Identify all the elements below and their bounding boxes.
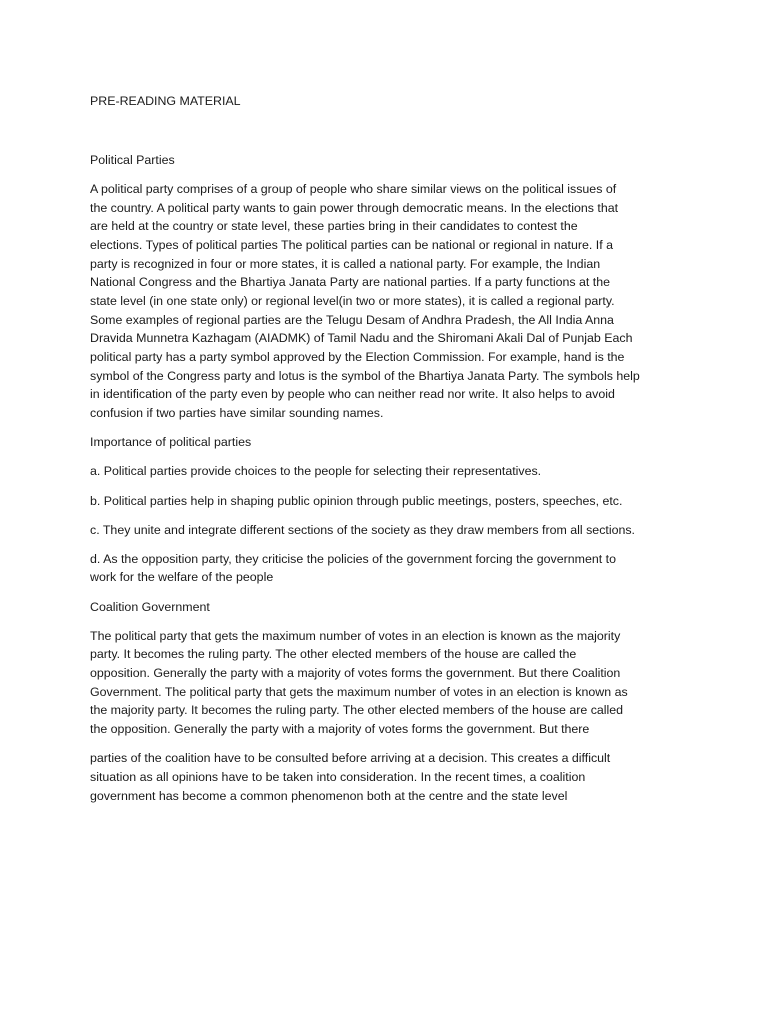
paragraph-line: political party has a party symbol approved by the Election Commission. For example, hand is the [90,350,625,364]
section-heading-political-parties: Political Parties [90,153,175,167]
paragraph-line: situation as all opinions have to be taken into consideration. In the recent times, a coalition [90,770,586,784]
paragraph-line: elections. Types of political parties The political parties can be national or regional in nature. If a [90,238,614,252]
paragraph-line: government has become a common phenomenon both at the centre and the state level [90,789,568,803]
paragraph-line: symbol of the Congress party and lotus is the symbol of the Bhartiya Janata Party. The symbols help [90,369,640,383]
document-title: PRE-READING MATERIAL [90,94,241,108]
list-item-line: d. As the opposition party, they criticise the policies of the government forcing the government to [90,552,616,566]
paragraph-line: parties of the coalition have to be consulted before arriving at a decision. This creates a difficult [90,751,611,765]
list-item-b: b. Political parties help in shaping public opinion through public meetings, posters, speeches, etc. [90,494,623,508]
paragraph-line: confusion if two parties have similar sounding names. [90,406,384,420]
paragraph-line: state level (in one state only) or regional level(in two or more states), it is called a regional party. [90,294,615,308]
list-item-c: c. They unite and integrate different sections of the society as they draw members from all sections. [90,523,636,537]
paragraph-line: party. It becomes the ruling party. The other elected members of the house are called the [90,647,577,661]
paragraph-line: are held at the country or state level, these parties bring in their candidates to contest the [90,219,578,233]
list-item-line: work for the welfare of the people [90,570,274,584]
paragraph-line: the country. A political party wants to gain power through democratic means. In the elections that [90,201,619,215]
paragraph-line: The political party that gets the maximum number of votes in an election is known as the majority [90,629,621,643]
paragraph-line: the majority party. It becomes the ruling party. The other elected members of the house are called [90,703,624,717]
paragraph-line: Dravida Munnetra Kazhagam (AIADMK) of Tamil Nadu and the Shiromani Akali Dal of Punjab Each [90,331,633,345]
list-item-a: a. Political parties provide choices to the people for selecting their representatives. [90,464,542,478]
section-heading-importance: Importance of political parties [90,435,252,449]
paragraph-line: the opposition. Generally the party with a majority of votes forms the government. But there [90,722,590,736]
paragraph-line: Some examples of regional parties are the Telugu Desam of Andhra Pradesh, the All India Anna [90,313,614,327]
section-heading-coalition: Coalition Government [90,600,210,614]
paragraph-line: National Congress and the Bhartiya Janata Party are national parties. If a party functions at the [90,275,611,289]
paragraph-line: Government. The political party that gets the maximum number of votes in an election is known as [90,685,628,699]
paragraph-line: in identification of the party even by people who can neither read nor write. It also helps to avoid [90,387,615,401]
paragraph-line: opposition. Generally the party with a majority of votes forms the government. But there Coalition [90,666,621,680]
paragraph-line: A political party comprises of a group of people who share similar views on the political issues of [90,182,617,196]
paragraph-line: party is recognized in four or more states, it is called a national party. For example, the Indian [90,257,601,271]
